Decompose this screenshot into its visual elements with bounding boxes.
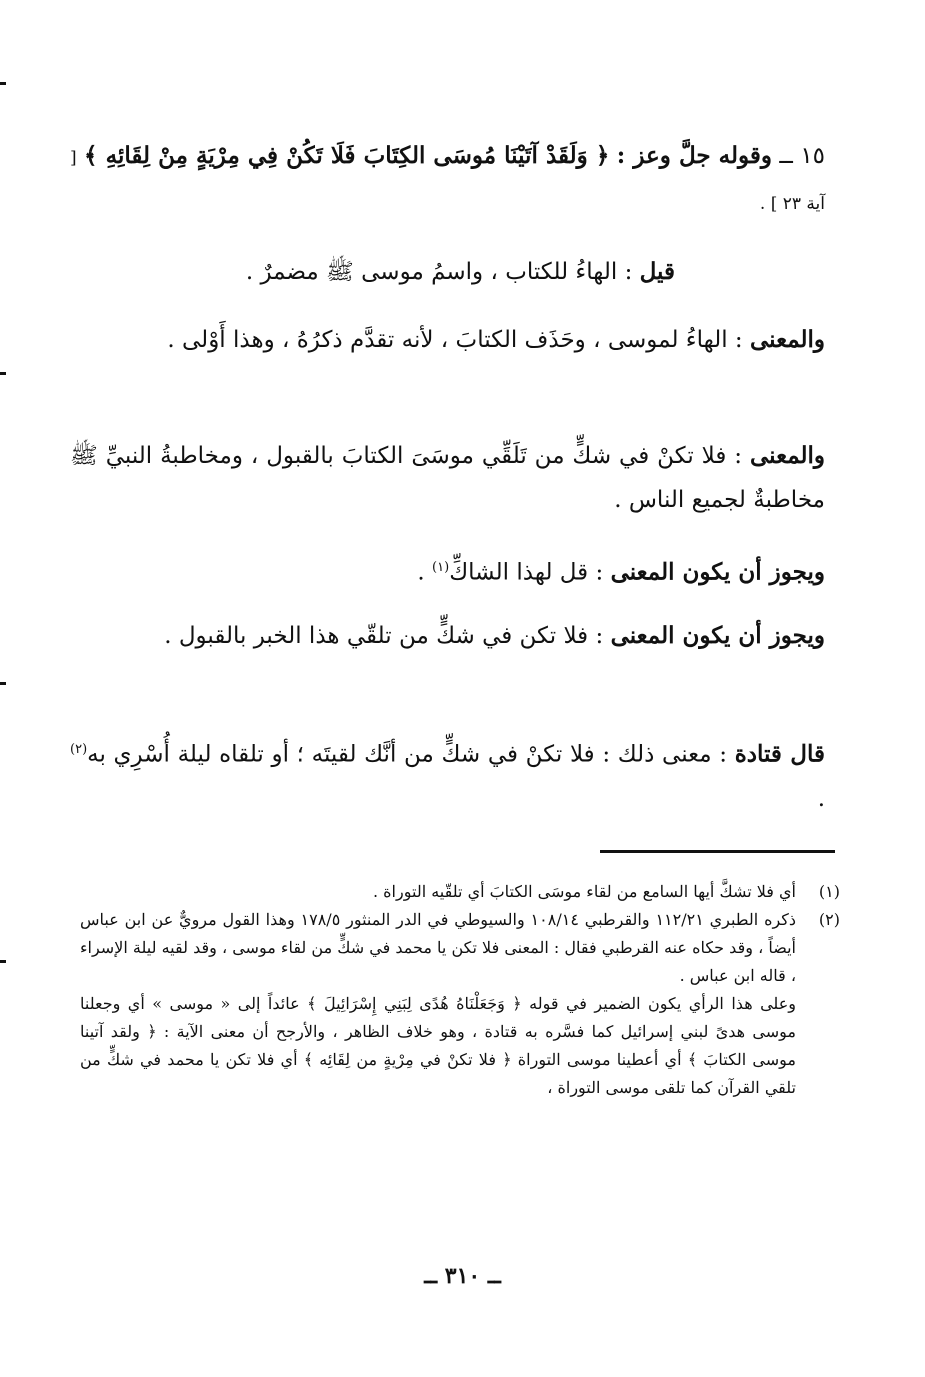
paragraph-text: : الهاءُ للكتاب ، واسمُ موسى ﷺ مضمرٌ .	[245, 259, 633, 285]
scan-edge-mark	[0, 682, 6, 685]
footnote-continuation	[80, 990, 840, 1102]
footnote-number: (١)	[818, 882, 840, 901]
entry-heading	[70, 134, 825, 226]
footnote	[80, 878, 840, 906]
scan-edge-mark	[0, 82, 6, 85]
paragraph	[70, 318, 825, 362]
paragraph-tail: .	[417, 559, 433, 586]
paragraph	[70, 614, 825, 658]
footnote-separator	[600, 850, 835, 853]
footnote-ref: (٢)	[70, 742, 88, 757]
footnote-text: ذكره الطبري ١١٢/٢١ والقرطبي ١٠٨/١٤ والسيوطي في الدر المنثور ١٧٨/٥ وهذا القول مرويٌّ عن ابن عباس أيضاً ، وقد حكاه عنه القرطبي فقال : المعنى فلا تكن يا محمد في شكٍّ من لقاء موسى ، وقد لقيه ليلة الإسراء ، قاله ابن عباس .	[80, 910, 797, 985]
paragraph-lead: ويجوز أن يكون المعنى	[610, 558, 825, 586]
scan-edge-mark	[0, 372, 6, 375]
paragraph-tail: .	[817, 785, 825, 812]
page-number: ــ ٣١٠ ــ	[424, 1263, 501, 1289]
paragraph-text: : فلا تكن في شكٍّ من تلقّي هذا الخبر بالقبول .	[164, 623, 604, 649]
paragraph	[70, 250, 825, 294]
paragraph-text: : فلا تكنْ في شكٍّ من تَلَقِّي موسَىَ الكتابَ بالقبول ، ومخاطبةُ النبيِّ ﷺ مخاطبةٌ لجميع الناس .	[70, 443, 825, 513]
footnote-number	[796, 990, 840, 1102]
footnote-ref: (١)	[432, 560, 450, 575]
quran-verse: ﴿ وَلَقَدْ آتَيْنَا مُوسَى الكِتَابَ فَلَا تَكُنْ فِي مِرْيَةٍ مِنْ لِقَائِهِ ﴾	[84, 142, 610, 169]
paragraph-lead: والمعنى	[749, 326, 825, 353]
footnotes	[80, 878, 840, 1102]
paragraph-lead: ويجوز أن يكون المعنى	[610, 622, 825, 649]
verse-reference: [ آية ٢٣ ] .	[70, 148, 825, 214]
paragraph-text: : الهاءُ لموسى ، وحَذَف الكتابَ ، لأنه تقدَّم ذكرُهُ ، وهذا أَوْلى .	[167, 327, 743, 353]
footnote-text: أي فلا تشكَّ أيها السامع من لقاء موسَى الكتابَ أي تلقّيه التوراة .	[373, 882, 796, 901]
footnote	[80, 906, 840, 990]
paragraph	[70, 546, 825, 595]
paragraph-lead: قال قتادة	[734, 740, 826, 768]
entry-number: ١٥ ــ	[779, 143, 826, 169]
footnote-number: (٢)	[818, 910, 840, 929]
paragraph	[70, 728, 825, 821]
paragraph-lead: والمعنى	[749, 442, 825, 469]
paragraph-text: : قل لهذا الشاكِّ	[449, 559, 604, 586]
scan-edge-mark	[0, 960, 6, 963]
paragraph-lead: قيل	[639, 258, 675, 285]
entry-intro: وقوله جلَّ وعز :	[616, 142, 773, 169]
paragraph-text: : معنى ذلك : فلا تكنْ في شكٍّ من أنَّك لقيتَه ؛ أو تلقاه ليلة أُسْرِي به	[87, 741, 728, 768]
paragraph	[70, 434, 825, 522]
footnote-text: وعلى هذا الرأي يكون الضمير في قوله ﴿ وَجَعَلْنَاهُ هُدًى لِبَنِي إِسْرَائِيلَ ﴾ عائداً إلى « موسى » أي وجعلنا موسى هدىً لبني إسرائيل كما فسَّره به قتادة ، وهو خلاف الظاهر ، والأرجح أن معنى الآية : ﴿ ولقد آتينا موسى الكتابَ ﴾ أي أعطينا موسى التوراة ﴿ فلا تكنْ في مِرْيةٍ من لِقَائِه ﴾ أي فلا تكن يا محمد في شكٍّ من تلقي القرآن كما تلقى موسى التوراة ،	[80, 994, 797, 1097]
